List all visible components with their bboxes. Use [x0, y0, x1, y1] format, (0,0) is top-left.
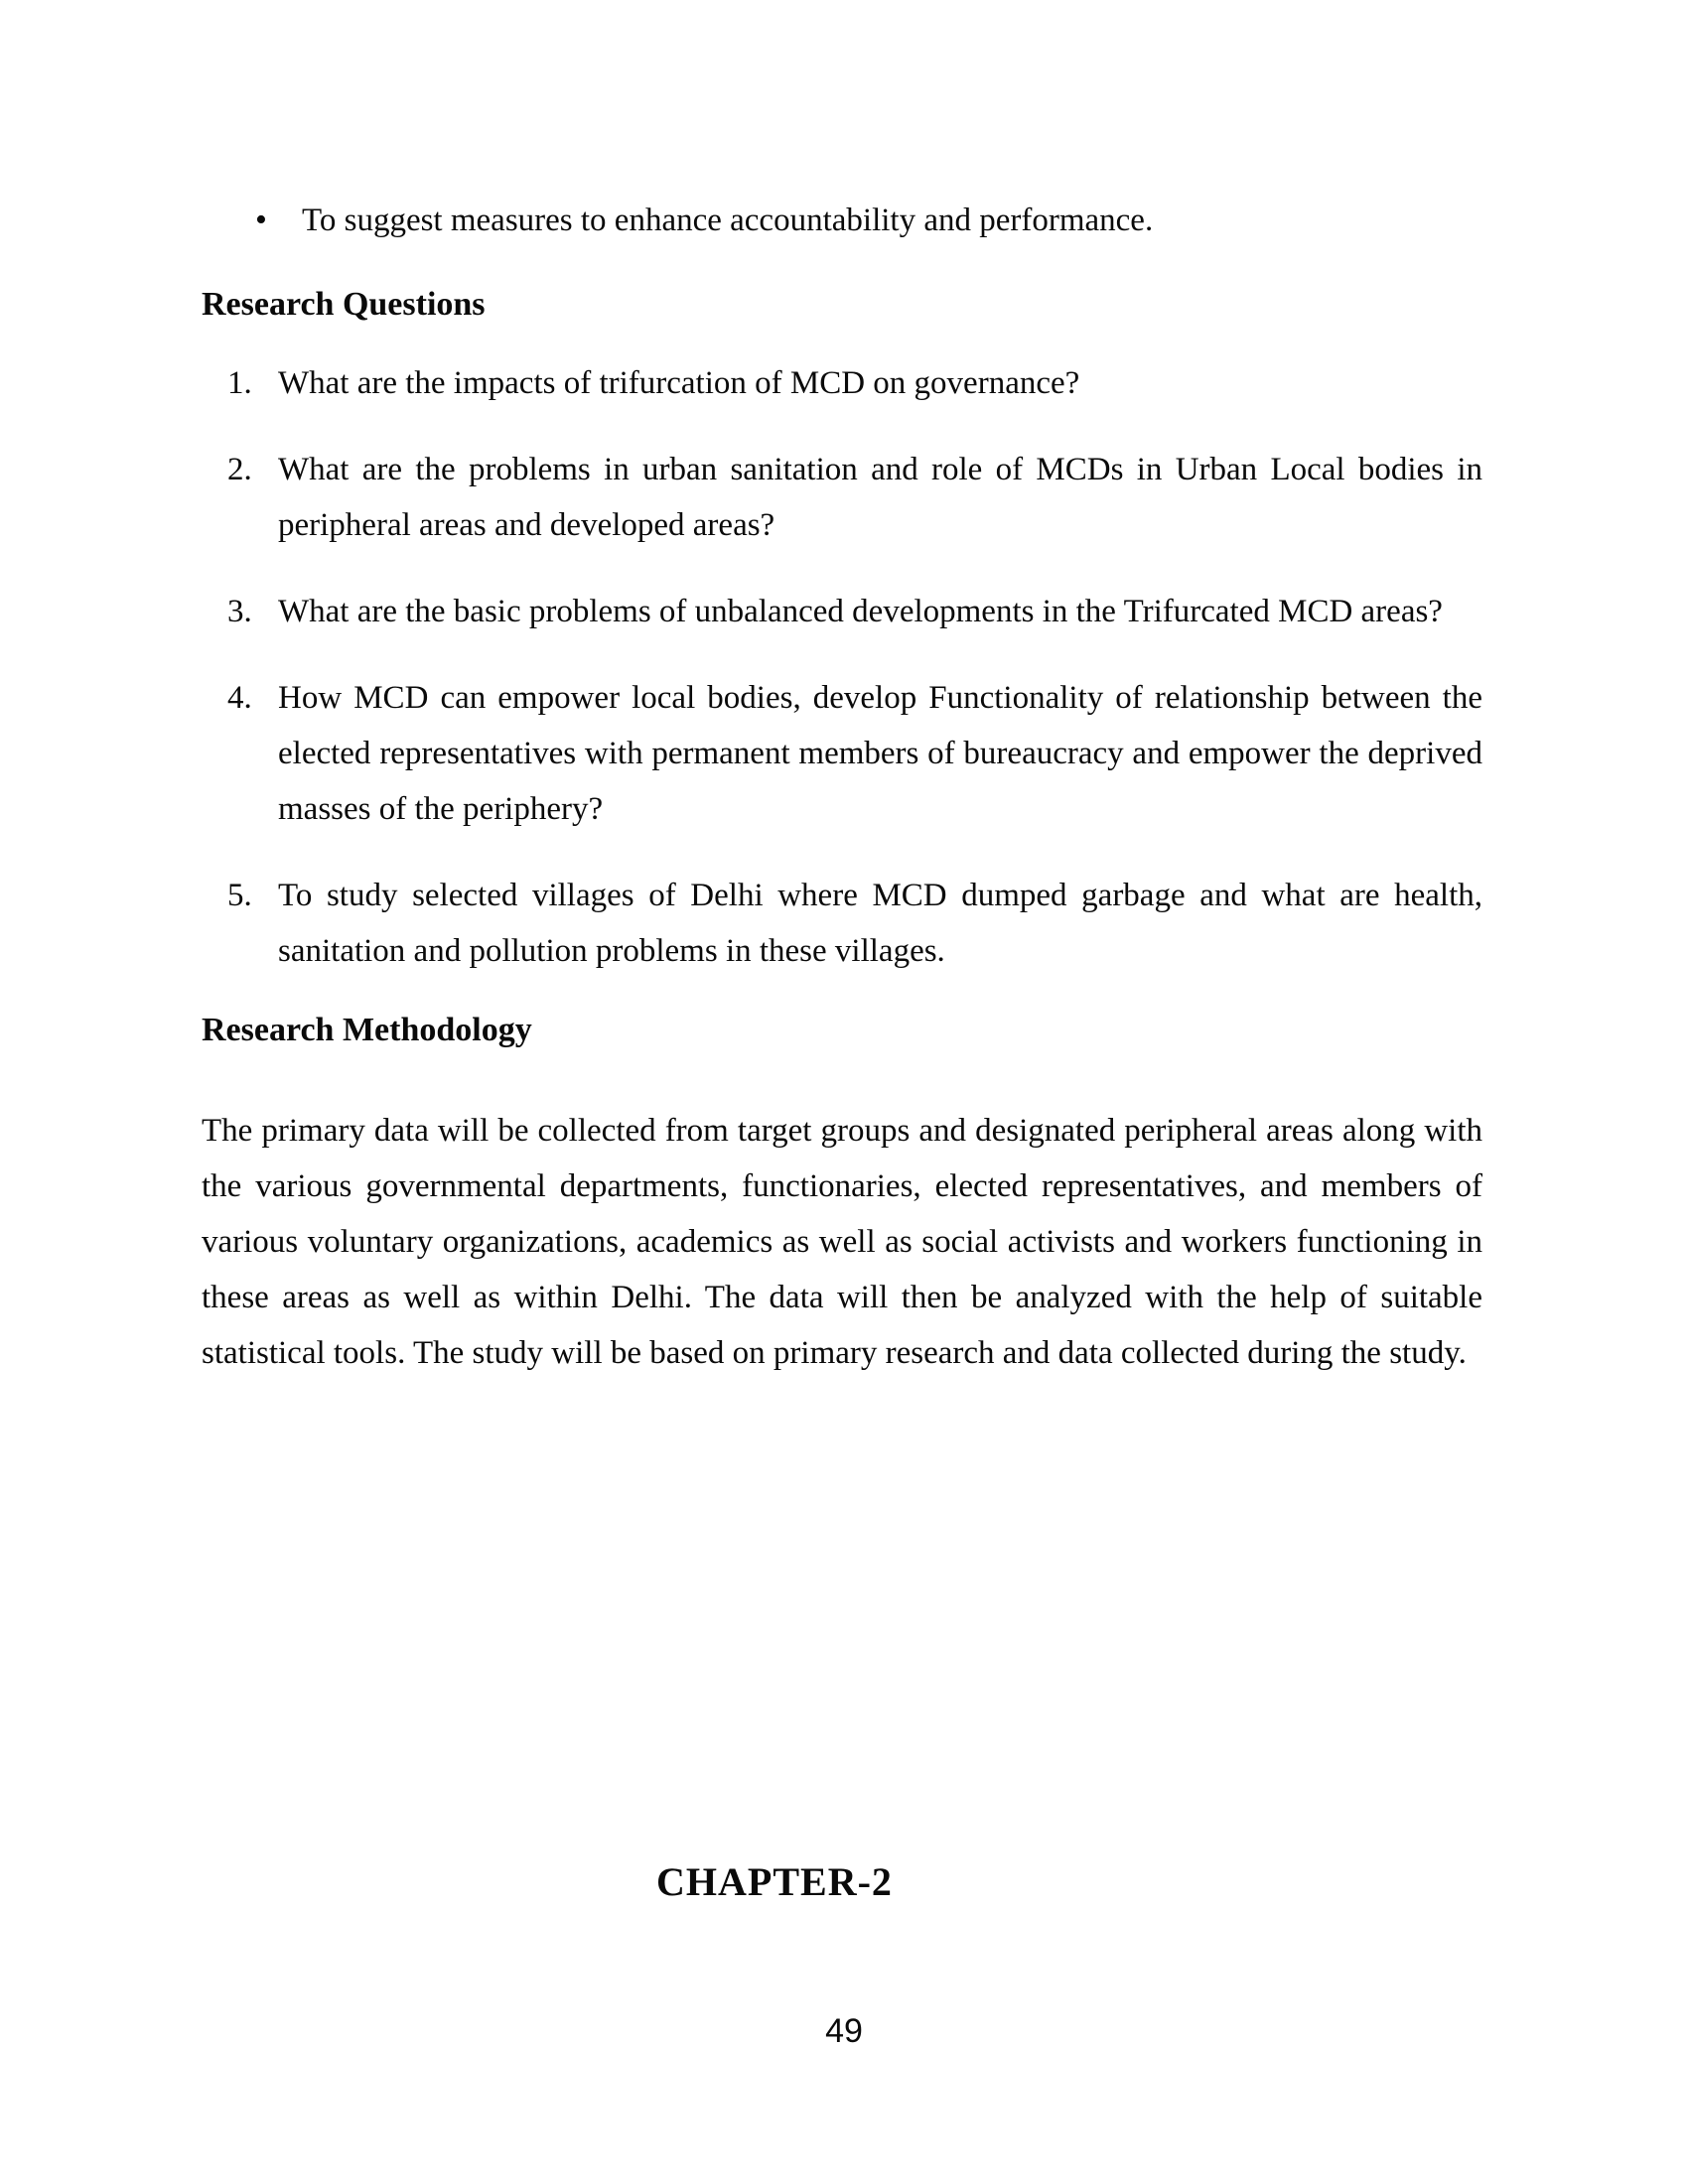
- bullet-item: [202, 193, 1482, 248]
- bullet-item-text: To suggest measures to enhance accountability and performance.: [302, 203, 1154, 238]
- list-item-text: How MCD can empower local bodies, develop Functionality of relationship between the elected representatives with permanent members of bureaucracy and empower the deprived masses of the periphery?: [278, 680, 1482, 827]
- chapter-heading: CHAPTER-2: [656, 1859, 893, 1904]
- bullet-icon: •: [255, 202, 267, 238]
- research-questions-list: [202, 355, 1482, 979]
- list-item: [202, 355, 1482, 411]
- list-item-number: 2.: [227, 452, 252, 487]
- list-item-text: What are the basic problems of unbalanced developments in the Trifurcated MCD areas?: [278, 594, 1443, 629]
- list-item-number: 1.: [227, 365, 252, 401]
- list-item: [202, 584, 1482, 639]
- list-item-text: To study selected villages of Delhi where MCD dumped garbage and what are health, sanitation and pollution problems in these villages.: [278, 878, 1482, 969]
- research-questions-heading: Research Questions: [202, 286, 486, 323]
- research-methodology-heading: Research Methodology: [202, 1012, 532, 1048]
- methodology-paragraph: The primary data will be collected from target groups and designated peripheral areas along with the various governmental departments, functionaries, elected representatives, and members of various voluntary organizations, academics as well as social activists and workers functioning in these areas as well as within Delhi. The data will then be analyzed with the help of suitable statistical tools. The study will be based on primary research and data collected during the study.: [202, 1113, 1482, 1371]
- list-item-text: What are the impacts of trifurcation of MCD on governance?: [278, 365, 1080, 401]
- list-item: [202, 670, 1482, 837]
- list-item: [202, 442, 1482, 553]
- list-item-number: 4.: [227, 680, 252, 716]
- list-item-number: 3.: [227, 594, 252, 629]
- list-item: [202, 868, 1482, 979]
- list-item-number: 5.: [227, 878, 252, 913]
- page-number: 49: [825, 2012, 863, 2050]
- list-item-text: What are the problems in urban sanitation and role of MCDs in Urban Local bodies in peripheral areas and developed areas?: [278, 452, 1482, 543]
